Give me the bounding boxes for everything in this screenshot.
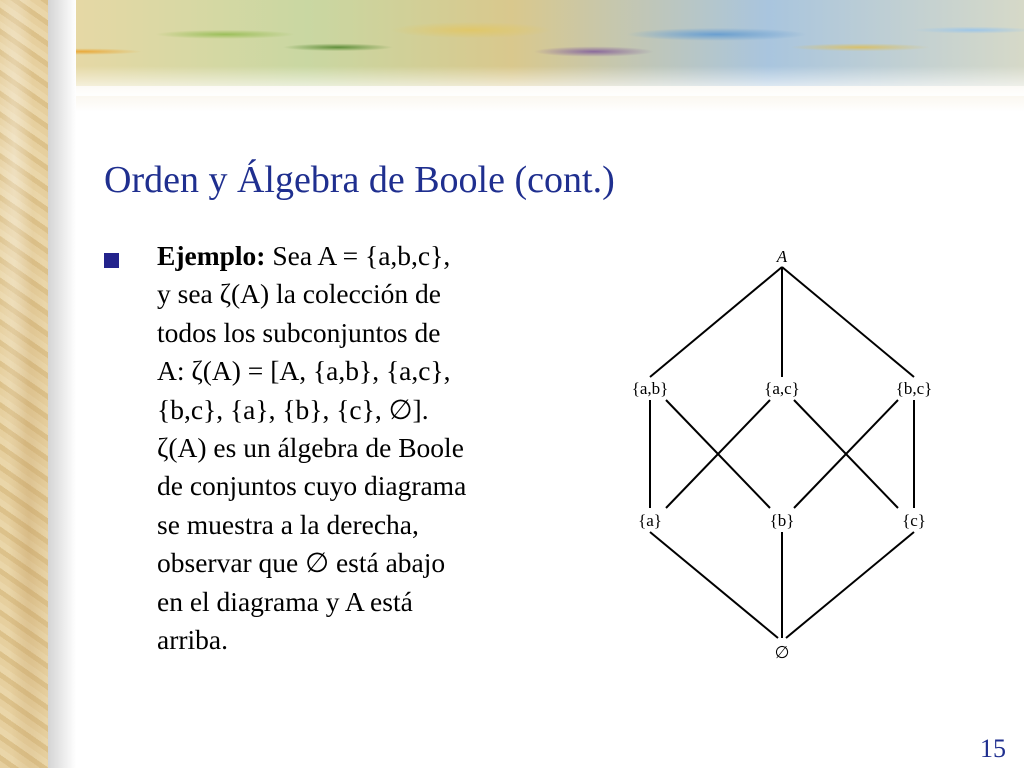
body-line-8: se muestra a la derecha, bbox=[157, 508, 419, 540]
node-a: {a} bbox=[638, 511, 662, 530]
node-bc: {b,c} bbox=[895, 379, 933, 398]
body-line-10: en el diagrama y A está bbox=[157, 585, 413, 617]
node-b: {b} bbox=[769, 511, 795, 530]
body-line-11: arriba. bbox=[157, 624, 228, 656]
body-line-4: A: ζ(A) = [A, {a,b}, {a,c}, bbox=[157, 355, 451, 387]
node-top: A bbox=[776, 247, 788, 266]
example-label: Ejemplo: bbox=[157, 240, 266, 271]
hasse-diagram bbox=[610, 240, 950, 670]
slide-title: Orden y Álgebra de Boole (cont.) bbox=[104, 159, 615, 201]
body-line-3: todos los subconjuntos de bbox=[157, 316, 441, 348]
node-c: {c} bbox=[902, 511, 926, 530]
node-bottom: ∅ bbox=[774, 643, 790, 662]
edge-top-bc bbox=[782, 267, 914, 377]
page-number: 15 bbox=[980, 734, 1006, 763]
bullet-square-icon bbox=[104, 253, 119, 268]
parchment-shadow bbox=[48, 0, 76, 768]
body-line-1 bbox=[157, 237, 557, 275]
node-ab: {a,b} bbox=[631, 379, 669, 398]
body-line-9: observar que ∅ está abajo bbox=[157, 547, 446, 579]
example-paragraph bbox=[157, 237, 557, 659]
parchment-side-strip bbox=[0, 0, 48, 768]
body-line-7: de conjuntos cuyo diagrama bbox=[157, 470, 467, 502]
body-line-6: ζ(A) es un álgebra de Boole bbox=[157, 432, 464, 464]
body-line-5: {b,c}, {a}, {b}, {c}, ∅]. bbox=[157, 393, 429, 425]
edge-c-bottom bbox=[786, 532, 914, 638]
edge-a-bottom bbox=[650, 532, 778, 638]
example-text: Sea A = {a,b,c}, bbox=[265, 240, 451, 271]
body-line-2: y sea ζ(A) la colección de bbox=[157, 278, 441, 310]
edge-top-ab bbox=[650, 267, 782, 377]
banner-fade bbox=[0, 66, 1024, 96]
node-ac: {a,c} bbox=[764, 379, 800, 398]
